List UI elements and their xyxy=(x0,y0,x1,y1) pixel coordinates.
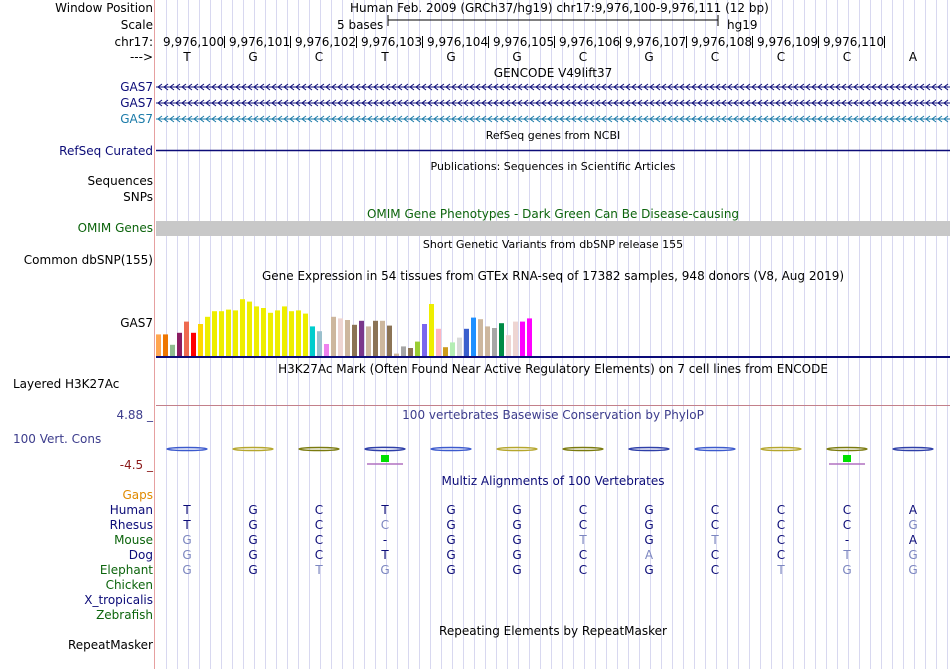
h3k27ac-label[interactable]: Layered H3K27Ac xyxy=(13,377,120,391)
phylop-base-mark[interactable] xyxy=(827,448,867,465)
phylop-base-mark[interactable] xyxy=(761,448,801,451)
repeatmasker-title[interactable]: Repeating Elements by RepeatMasker xyxy=(439,624,667,638)
species-label[interactable]: Zebrafish xyxy=(96,608,153,622)
position-tick xyxy=(752,36,753,48)
aligned-base: G xyxy=(644,533,654,547)
gtex-tissue-bar[interactable] xyxy=(373,321,378,356)
aligned-base: A xyxy=(908,533,918,547)
gtex-tissue-bar[interactable] xyxy=(415,342,420,356)
strand-arrow-label[interactable]: ---> xyxy=(129,50,153,64)
gtex-title[interactable]: Gene Expression in 54 tissues from GTEx RNA-seq of 17382 samples, 948 donors (V8, Aug 2019) xyxy=(261,269,845,283)
position-tick-label: 9,976,102 xyxy=(295,35,357,49)
repeatmasker-label[interactable]: RepeatMasker xyxy=(67,638,153,652)
position-tick xyxy=(488,36,489,48)
gtex-tissue-bar[interactable] xyxy=(317,331,322,356)
phylop-base-mark[interactable] xyxy=(563,448,603,451)
gtex-tissue-bar[interactable] xyxy=(177,333,182,356)
phylop-marks xyxy=(167,447,933,464)
gtex-tissue-bar[interactable] xyxy=(254,306,259,356)
position-tick-label: 9,976,104 xyxy=(427,35,489,49)
gtex-tissue-bar[interactable] xyxy=(520,322,525,356)
gtex-tissue-bar[interactable] xyxy=(289,311,294,356)
position-tick xyxy=(554,36,555,48)
refseq-curated-label[interactable]: RefSeq Curated xyxy=(59,144,153,158)
aligned-base: C xyxy=(776,503,786,517)
base-letter: T xyxy=(381,50,389,64)
aligned-base: A xyxy=(908,503,918,517)
phylop-ymax-label: 4.88 _ xyxy=(116,408,153,422)
phylop-base-mark[interactable] xyxy=(299,448,339,451)
gtex-tissue-bar[interactable] xyxy=(233,310,238,356)
species-label[interactable]: Human xyxy=(109,503,153,517)
aligned-base: C xyxy=(578,548,588,562)
base-letter: A xyxy=(908,50,918,64)
db-label: hg19 xyxy=(727,18,758,32)
aligned-base: T xyxy=(315,563,323,577)
aligned-base: C xyxy=(710,518,720,532)
position-tick-label: 9,976,109 xyxy=(757,35,819,49)
gtex-tissue-bar[interactable] xyxy=(359,321,364,356)
aligned-base: T xyxy=(183,518,191,532)
aligned-base: G xyxy=(182,533,192,547)
position-tick xyxy=(686,36,687,48)
aligned-base: T xyxy=(777,563,785,577)
aligned-base: G xyxy=(644,563,654,577)
base-letter: C xyxy=(710,50,720,64)
aligned-base: G xyxy=(248,548,258,562)
gencode-gene-label-3[interactable]: GAS7 xyxy=(120,112,153,126)
aligned-base: G xyxy=(512,548,522,562)
aligned-base: C xyxy=(578,503,588,517)
gaps-label[interactable]: Gaps xyxy=(122,488,153,502)
gtex-tissue-bar[interactable] xyxy=(429,304,434,356)
gencode-gene-label-2[interactable]: GAS7 xyxy=(120,96,153,110)
phylop-base-mark[interactable] xyxy=(233,448,273,451)
gtex-tissue-bar[interactable] xyxy=(513,322,518,356)
aligned-base: G xyxy=(842,563,852,577)
species-label[interactable]: X_tropicalis xyxy=(84,593,153,607)
dbsnp-title[interactable]: Short Genetic Variants from dbSNP release 155 xyxy=(422,238,684,251)
gtex-tissue-bar[interactable] xyxy=(443,347,448,356)
position-tick-label: 9,976,100 xyxy=(163,35,225,49)
base-letter: G xyxy=(644,50,654,64)
aligned-base: G xyxy=(644,503,654,517)
phylop-base-mark[interactable] xyxy=(167,448,207,451)
position-tick-label: 9,976,105 xyxy=(493,35,555,49)
aligned-base: G xyxy=(380,563,390,577)
aligned-base: C xyxy=(776,518,786,532)
position-tick-label: 9,976,107 xyxy=(625,35,687,49)
gtex-tissue-bar[interactable] xyxy=(212,311,217,356)
position-tick xyxy=(818,36,819,48)
aligned-base: C xyxy=(314,548,324,562)
gtex-tissue-bar[interactable] xyxy=(471,318,476,356)
species-label[interactable]: Dog xyxy=(128,548,153,562)
gtex-tissue-bar[interactable] xyxy=(436,329,441,356)
aligned-base: G xyxy=(446,533,456,547)
aligned-base: C xyxy=(380,518,390,532)
aligned-base: G xyxy=(644,518,654,532)
aligned-base: C xyxy=(842,518,852,532)
position-tick-label: 9,976,110 xyxy=(823,35,885,49)
aligned-base: C xyxy=(776,548,786,562)
base-letter: C xyxy=(578,50,588,64)
omim-genes-label[interactable]: OMIM Genes xyxy=(77,221,153,235)
aligned-base: C xyxy=(314,518,324,532)
aligned-base: C xyxy=(710,548,720,562)
aligned-base: C xyxy=(842,503,852,517)
gtex-tissue-bar[interactable] xyxy=(310,326,315,356)
snps-label[interactable]: SNPs xyxy=(123,190,153,204)
aligned-base: G xyxy=(248,518,258,532)
aligned-base: G xyxy=(512,563,522,577)
gtex-tissue-bar[interactable] xyxy=(401,346,406,356)
gtex-tissue-bar[interactable] xyxy=(499,323,504,356)
omim-title[interactable]: OMIM Gene Phenotypes - Dark Green Can Be Disease-causing xyxy=(366,207,740,221)
aligned-base: C xyxy=(314,533,324,547)
aligned-base: C xyxy=(578,518,588,532)
gtex-tissue-bar[interactable] xyxy=(387,326,392,356)
gtex-tissue-bar[interactable] xyxy=(170,345,175,356)
scale-label: Scale xyxy=(120,18,153,32)
aligned-base: G xyxy=(512,533,522,547)
gtex-tissue-bar[interactable] xyxy=(506,335,511,356)
multiz-title[interactable]: Multiz Alignments of 100 Vertebrates xyxy=(441,474,665,488)
aligned-base: G xyxy=(248,503,258,517)
gencode-title[interactable]: GENCODE V49lift37 xyxy=(493,66,613,80)
aligned-base: G xyxy=(182,548,192,562)
aligned-base: - xyxy=(382,533,388,547)
gtex-tissue-bar[interactable] xyxy=(394,354,399,356)
phylop-base-mark[interactable] xyxy=(431,448,471,451)
position-tick xyxy=(356,36,357,48)
gtex-tissue-bar[interactable] xyxy=(338,318,343,356)
aligned-base: T xyxy=(711,533,719,547)
base-letter: T xyxy=(183,50,191,64)
gtex-tissue-bar[interactable] xyxy=(198,324,203,356)
assembly-position-text[interactable]: Human Feb. 2009 (GRCh37/hg19) chr17:9,976,100-9,976,111 (12 bp) xyxy=(350,1,769,15)
position-tick xyxy=(224,36,225,48)
position-tick xyxy=(884,36,885,48)
gtex-tissue-bar[interactable] xyxy=(205,317,210,356)
position-tick-label: 9,976,101 xyxy=(229,35,291,49)
base-letter: C xyxy=(314,50,324,64)
aligned-base: G xyxy=(248,533,258,547)
species-label[interactable]: Mouse xyxy=(114,533,153,547)
phylop-base-mark[interactable] xyxy=(365,447,405,464)
aligned-base: G xyxy=(446,518,456,532)
sequences-label[interactable]: Sequences xyxy=(87,174,153,188)
refseq-title[interactable]: RefSeq genes from NCBI xyxy=(485,129,621,142)
gtex-tissue-bar[interactable] xyxy=(457,338,462,356)
aligned-base: C xyxy=(710,503,720,517)
gtex-tissue-bar[interactable] xyxy=(156,334,161,356)
scale-bar-text: 5 bases xyxy=(337,18,384,32)
aligned-base: G xyxy=(446,503,456,517)
gtex-tissue-bar[interactable] xyxy=(408,348,413,356)
gtex-tissue-bar[interactable] xyxy=(352,325,357,356)
species-label[interactable]: Rhesus xyxy=(109,518,153,532)
base-letter: C xyxy=(776,50,786,64)
position-tick-label: 9,976,106 xyxy=(559,35,621,49)
chrom-label: chr17: xyxy=(114,35,153,49)
gtex-tissue-bar[interactable] xyxy=(324,344,329,356)
aligned-base: C xyxy=(776,533,786,547)
h3k27ac-title[interactable]: H3K27Ac Mark (Often Found Near Active Regulatory Elements) on 7 cell lines from ENCODE xyxy=(278,362,828,376)
aligned-base: C xyxy=(710,563,720,577)
aligned-base: G xyxy=(512,518,522,532)
position-tick xyxy=(620,36,621,48)
species-label[interactable]: Chicken xyxy=(105,578,153,592)
base-letter: G xyxy=(446,50,456,64)
gtex-tissue-bar[interactable] xyxy=(527,318,532,356)
phylop-base-mark[interactable] xyxy=(695,448,735,451)
gtex-gene-label[interactable]: GAS7 xyxy=(120,316,153,330)
gtex-tissue-bar[interactable] xyxy=(191,333,196,356)
gtex-tissue-bar[interactable] xyxy=(296,310,301,356)
gtex-tissue-bar[interactable] xyxy=(331,317,336,356)
gtex-tissue-bar[interactable] xyxy=(478,319,483,356)
gtex-tissue-bar[interactable] xyxy=(226,310,231,356)
aligned-base: T xyxy=(381,503,389,517)
gtex-tissue-bar[interactable] xyxy=(450,342,455,356)
gtex-bars xyxy=(156,299,532,356)
aligned-base: G xyxy=(248,563,258,577)
gtex-tissue-bar[interactable] xyxy=(163,334,168,356)
phylop-ymin-label: -4.5 _ xyxy=(119,458,153,472)
base-letter: C xyxy=(842,50,852,64)
aligned-base: C xyxy=(314,503,324,517)
aligned-base: G xyxy=(908,563,918,577)
phylop-title[interactable]: 100 vertebrates Basewise Conservation by PhyloP xyxy=(402,408,704,422)
gtex-tissue-bar[interactable] xyxy=(261,308,266,356)
dbsnp-label[interactable]: Common dbSNP(155) xyxy=(23,253,153,267)
gtex-tissue-bar[interactable] xyxy=(247,302,252,356)
base-letter: G xyxy=(512,50,522,64)
gtex-tissue-bar[interactable] xyxy=(240,299,245,356)
gtex-tissue-bar[interactable] xyxy=(345,320,350,356)
aligned-base: G xyxy=(908,518,918,532)
base-letter: G xyxy=(248,50,258,64)
aligned-base: T xyxy=(183,503,191,517)
aligned-base: G xyxy=(182,563,192,577)
gtex-tissue-bar[interactable] xyxy=(422,324,427,356)
aligned-base: T xyxy=(843,548,851,562)
gtex-tissue-bar[interactable] xyxy=(485,326,490,356)
gtex-tissue-bar[interactable] xyxy=(492,328,497,356)
gtex-tissue-bar[interactable] xyxy=(366,326,371,356)
position-tick-label: 9,976,108 xyxy=(691,35,753,49)
phylop-label[interactable]: 100 Vert. Cons xyxy=(13,432,102,446)
position-tick xyxy=(422,36,423,48)
gencode-gene-label-1[interactable]: GAS7 xyxy=(120,80,153,94)
publications-title[interactable]: Publications: Sequences in Scientific Articles xyxy=(430,160,676,173)
aligned-base: A xyxy=(644,548,654,562)
gtex-tissue-bar[interactable] xyxy=(464,329,469,356)
position-tick xyxy=(290,36,291,48)
gtex-tissue-bar[interactable] xyxy=(282,306,287,356)
aligned-base: G xyxy=(446,548,456,562)
position-tick-label: 9,976,103 xyxy=(361,35,423,49)
gtex-tissue-bar[interactable] xyxy=(219,311,224,356)
gtex-tissue-bar[interactable] xyxy=(380,321,385,356)
aligned-base: T xyxy=(381,548,389,562)
phylop-base-mark[interactable] xyxy=(497,448,537,451)
phylop-base-mark[interactable] xyxy=(893,448,933,451)
gtex-tissue-bar[interactable] xyxy=(268,313,273,356)
aligned-base: C xyxy=(578,563,588,577)
gtex-tissue-bar[interactable] xyxy=(184,322,189,356)
gtex-tissue-bar[interactable] xyxy=(303,314,308,356)
gtex-tissue-bar[interactable] xyxy=(275,310,280,356)
aligned-base: G xyxy=(512,503,522,517)
species-label[interactable]: Elephant xyxy=(99,563,153,577)
aligned-base: G xyxy=(446,563,456,577)
phylop-base-mark[interactable] xyxy=(629,448,669,451)
window-position-label: Window Position xyxy=(55,1,153,15)
aligned-base: G xyxy=(908,548,918,562)
aligned-base: T xyxy=(579,533,587,547)
aligned-base: - xyxy=(844,533,850,547)
